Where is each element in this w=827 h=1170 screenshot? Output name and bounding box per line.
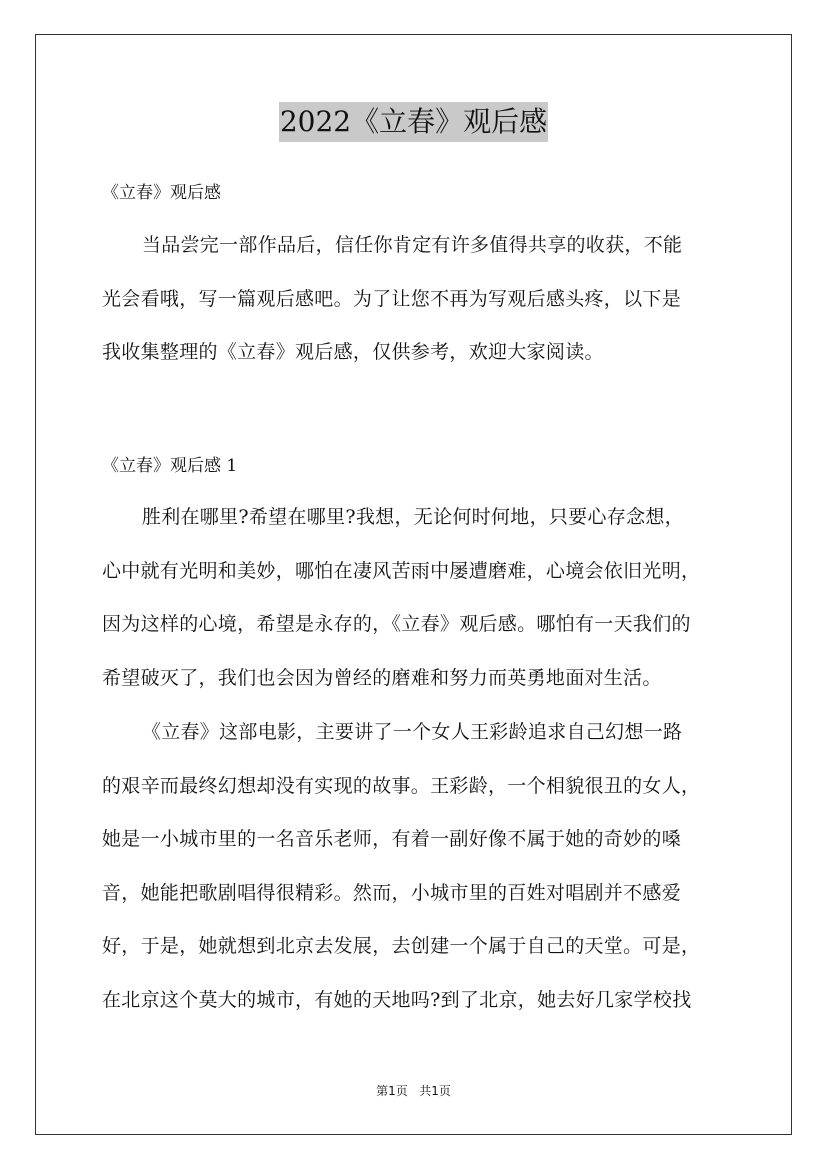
text-line: 音，她能把歌剧唱得很精彩。然而，小城市里的百姓对唱剧并不感爱 <box>102 881 682 904</box>
text-line: 希望破灭了，我们也会因为曾经的磨难和努力而英勇地面对生活。 <box>102 666 662 689</box>
page-number-label: 第1页 共1页 <box>376 1084 451 1098</box>
text-line: 当品尝完一部作品后，信任你肯定有许多值得共享的收获，不能 <box>141 234 683 256</box>
text-line: 光会看哦，写一篇观后感吧。为了让您不再为写观后感头疼，以下是 <box>102 287 682 310</box>
page-footer <box>0 1083 827 1099</box>
text-line: 胜利在哪里?希望在哪里?我想，无论何时何地，只要心存念想， <box>141 506 684 528</box>
section1-heading: 《立春》观后感 1 <box>102 456 238 476</box>
text-line: 因为这样的心境，希望是永存的，《立春》观后感。哪怕有一天我们的 <box>102 613 691 636</box>
section1-paragraph-2 <box>102 706 742 1028</box>
text-line: 在北京这个莫大的城市，有她的天地吗?到了北京，她去好几家学校找 <box>102 988 692 1011</box>
section1-paragraph-1 <box>102 491 742 705</box>
text-line: 好，于是，她就想到北京去发展，去创建一个属于自己的天堂。可是， <box>102 935 701 958</box>
intro-paragraph <box>102 219 742 380</box>
document-title-text: 2022《立春》观后感 <box>279 102 548 142</box>
text-line: 心中就有光明和美妙，哪怕在凄风苦雨中屡遭磨难，心境会依旧光明， <box>102 559 701 582</box>
text-line: 她是一小城市里的一名音乐老师，有着一副好像不属于她的奇妙的嗓 <box>102 828 682 851</box>
document-title <box>0 101 827 142</box>
intro-heading: 《立春》观后感 <box>102 183 221 203</box>
text-line: 我收集整理的《立春》观后感，仅供参考，欢迎大家阅读。 <box>102 341 604 364</box>
text-line: 的艰辛而最终幻想却没有实现的故事。王彩龄，一个相貌很丑的女人， <box>102 774 701 797</box>
text-line: 《立春》这部电影，主要讲了一个女人王彩龄追求自己幻想一路 <box>141 721 683 743</box>
